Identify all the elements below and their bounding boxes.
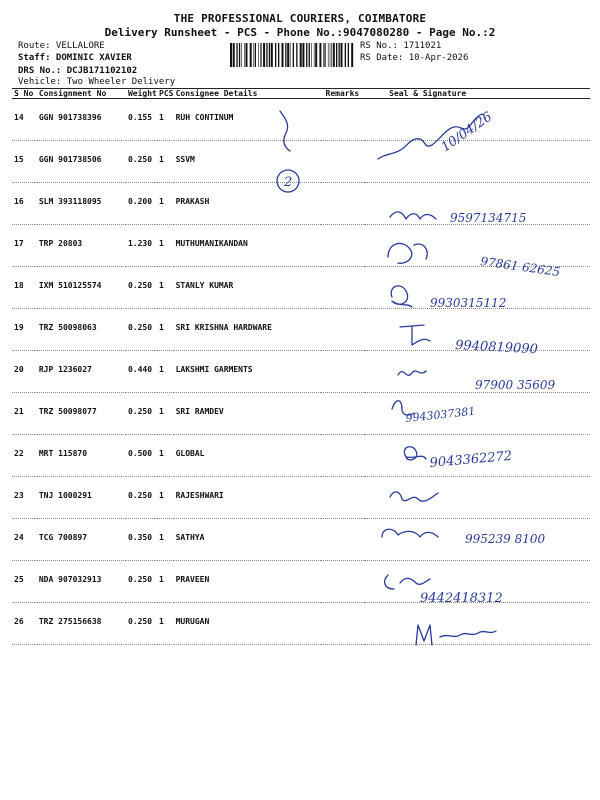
pieces-count: 1	[157, 267, 174, 309]
pieces-count: 1	[157, 351, 174, 393]
handwritten-phone: 9597134715	[450, 211, 527, 225]
column-header: Seal & Signature	[364, 89, 590, 99]
staff-label: Staff: DOMINIC XAVIER	[18, 53, 132, 63]
serial-number: 15	[12, 141, 37, 183]
signature-24	[382, 529, 438, 537]
column-header: Consignee Details	[174, 89, 321, 99]
weight-value: 0.500	[126, 435, 157, 477]
consignment-number: TNJ 1000291	[37, 477, 126, 519]
signature-16	[390, 212, 436, 219]
remarks-cell	[321, 561, 365, 603]
serial-number: 14	[12, 99, 37, 141]
consignee-name: RAJESHWARI	[174, 477, 321, 519]
serial-number: 19	[12, 309, 37, 351]
remarks-cell	[321, 603, 365, 645]
consignment-number: TRZ 275156638	[37, 603, 126, 645]
consignee-name: MUTHUMANIKANDAN	[174, 225, 321, 267]
pieces-count: 1	[157, 603, 174, 645]
handwritten-phone: 995239 8100	[465, 532, 546, 546]
route-label: Route: VELLALORE	[18, 41, 105, 51]
remarks-cell	[321, 393, 365, 435]
weight-value: 0.250	[126, 267, 157, 309]
serial-number: 18	[12, 267, 37, 309]
serial-number: 26	[12, 603, 37, 645]
weight-value: 0.250	[126, 603, 157, 645]
handwritten-phone: 9943037381	[404, 404, 476, 425]
remarks-cell	[321, 225, 365, 267]
serial-number: 16	[12, 183, 37, 225]
serial-number: 22	[12, 435, 37, 477]
handwritten-phone: 9940819090	[454, 338, 539, 358]
vehicle-label: Vehicle: Two Wheeler Delivery	[18, 77, 176, 87]
handwritten-date: 10/04/26	[438, 109, 496, 156]
remarks-cell	[321, 519, 365, 561]
pieces-count: 1	[157, 561, 174, 603]
pieces-count: 1	[157, 141, 174, 183]
consignment-number: GGN 901738396	[37, 99, 126, 141]
circled-number: 2	[284, 175, 293, 190]
consignment-number: TRZ 50098077	[37, 393, 126, 435]
signature-18	[391, 286, 412, 307]
consignee-name: PRAKASH	[174, 183, 321, 225]
remarks-cell	[321, 267, 365, 309]
handwritten-phone: 9043362272	[429, 448, 513, 471]
signature-25	[385, 575, 430, 589]
column-header: PCS	[159, 89, 174, 98]
rs-number: RS No.: 1711021	[360, 41, 442, 51]
weight-value: 0.250	[126, 309, 157, 351]
handwritten-phone: 97900 35609	[475, 378, 556, 392]
pieces-count: 1	[157, 225, 174, 267]
remarks-cell	[321, 477, 365, 519]
weight-value: 1.230	[126, 225, 157, 267]
remarks-cell	[321, 435, 365, 477]
serial-number: 23	[12, 477, 37, 519]
pieces-count: 1	[157, 183, 174, 225]
weight-value: 0.250	[126, 561, 157, 603]
consignment-number: TRP 20803	[37, 225, 126, 267]
column-header: Remarks	[321, 89, 365, 99]
consignee-name: PRAVEEN	[174, 561, 321, 603]
consignment-number: GGN 901738506	[37, 141, 126, 183]
column-header: S No	[12, 89, 37, 99]
consignee-name: GLOBAL	[174, 435, 321, 477]
weight-value: 0.250	[126, 477, 157, 519]
rs-date: RS Date: 10-Apr-2026	[360, 53, 469, 63]
column-header: Consignment No	[37, 89, 126, 99]
consignment-number: IXM 510125574	[37, 267, 126, 309]
serial-number: 25	[12, 561, 37, 603]
consignment-number: TCG 700897	[37, 519, 126, 561]
weight-value: 0.250	[126, 141, 157, 183]
consignee-name: STANLY KUMAR	[174, 267, 321, 309]
remarks-cell	[321, 351, 365, 393]
pieces-count: 1	[157, 435, 174, 477]
weight-value: 0.155	[126, 99, 157, 141]
consignment-number: RJP 1236027	[37, 351, 126, 393]
pieces-count: 1	[157, 393, 174, 435]
handwritten-phone: 97861 62625	[479, 254, 561, 280]
remarks-cell	[321, 141, 365, 183]
signature-20	[398, 371, 426, 375]
consignee-name: SATHYA	[174, 519, 321, 561]
remarks-cell	[321, 99, 365, 141]
signature-17	[388, 243, 427, 263]
signature-23	[390, 492, 438, 501]
weight-value: 0.350	[126, 519, 157, 561]
consignment-number: MRT 115870	[37, 435, 126, 477]
pieces-count: 1	[157, 477, 174, 519]
handwritten-signatures	[284, 97, 595, 657]
drs-number: DRS No.: DCJB171102102	[18, 66, 138, 76]
handwritten-phone: 9930315112	[430, 296, 507, 310]
signature-22	[404, 447, 426, 460]
pieces-count: 1	[157, 309, 174, 351]
consignment-number: TRZ 50098063	[37, 309, 126, 351]
company-title: THE PROFESSIONAL COURIERS, COIMBATORE	[173, 12, 427, 25]
weight-value: 0.440	[126, 351, 157, 393]
signature-19	[400, 325, 430, 345]
consignee-name: MURUGAN	[174, 603, 321, 645]
consignee-name: RUH CONTINUM	[174, 99, 321, 141]
consignee-name: LAKSHMI GARMENTS	[174, 351, 321, 393]
consignee-name: SRI KRISHNA HARDWARE	[174, 309, 321, 351]
signature-26	[416, 625, 496, 645]
consignment-number: SLM 393118095	[37, 183, 126, 225]
remarks-cell	[321, 309, 365, 351]
serial-number: 24	[12, 519, 37, 561]
remarks-cell	[321, 183, 365, 225]
barcode-image	[230, 43, 355, 67]
handwritten-phone: 9442418312	[420, 591, 503, 606]
pieces-count: 1	[157, 99, 174, 141]
column-header: Weight	[127, 89, 157, 98]
weight-value: 0.200	[126, 183, 157, 225]
pieces-count: 1	[157, 519, 174, 561]
consignee-name: SRI RAMDEV	[174, 393, 321, 435]
consignment-number: NDA 907032913	[37, 561, 126, 603]
consignee-name: SSVM	[174, 141, 321, 183]
runsheet-subtitle: Delivery Runsheet - PCS - Phone No.:9047080280 - Page No.:2	[104, 26, 496, 39]
serial-number: 21	[12, 393, 37, 435]
serial-number: 17	[12, 225, 37, 267]
serial-number: 20	[12, 351, 37, 393]
weight-value: 0.250	[126, 393, 157, 435]
